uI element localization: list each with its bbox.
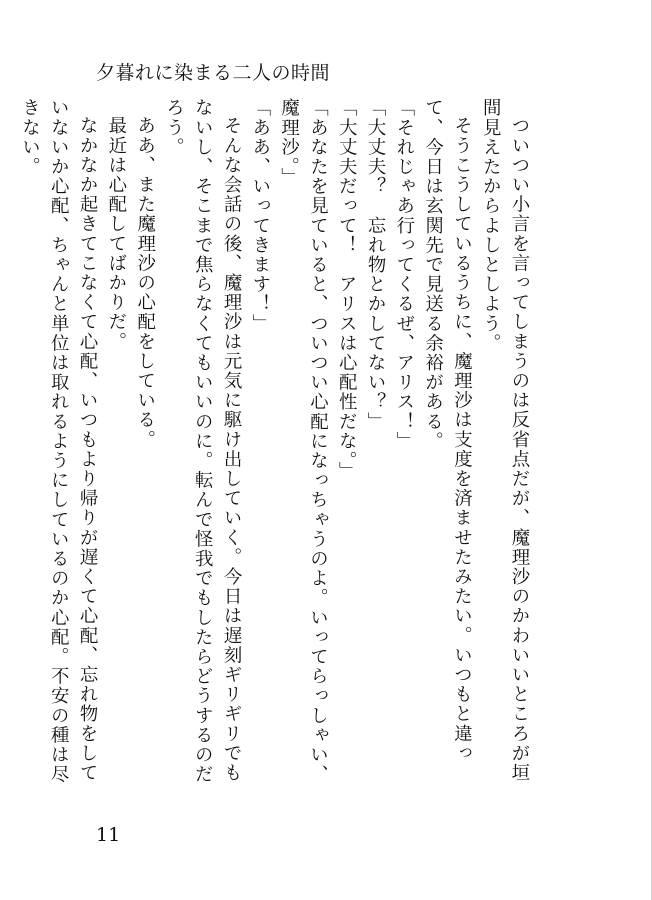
page-number: 11 [96, 824, 121, 846]
dialogue-1: 「それじゃあ行ってくるぜ、アリス！」 [393, 98, 415, 451]
paragraph-4: ああ、また魔理沙の心配をしている。 [134, 116, 156, 450]
body-text [19, 98, 533, 798]
paragraph-6: なかなか起きてこなくて心配、いつもより帰りが遅くて心配、忘れ物をしていないか心配、ちゃんと単位は取れるようにしているのか心配。不安の種は尽きない。 [19, 98, 99, 784]
paragraph-1: ついつい小言を言ってしまうのは反省点だが、魔理沙のかわいいところが垣間見えたからよしとしよう。 [480, 98, 530, 783]
dialogue-3: 「大丈夫だって！ アリスは心配性だな。」 [336, 98, 358, 481]
running-head: 夕暮れに染まる二人の時間 [96, 62, 331, 84]
dialogue-5: 「ああ、いってきます！」 [249, 98, 271, 334]
dialogue-2: 「大丈夫？ 忘れ物とかしてない？」 [365, 98, 387, 432]
dialogue-4: 「あなたを見ていると、ついつい心配になっちゃうのよ。いってらっしゃい、魔理沙。」 [278, 98, 329, 784]
paragraph-2: そうこうしているうちに、魔理沙は支度を済ませたみたい。いつもと違って、今日は玄関先で見送る余裕がある。 [422, 98, 473, 764]
paragraph-5: 最近は心配してばかりだ。 [105, 116, 127, 352]
paragraph-3: そんな会話の後、魔理沙は元気に駆け出していく。今日は遅刻ギリギリでもないし、そこまで焦らなくてもいいのに。転んで怪我でもしたらどうするのだろう。 [163, 98, 243, 784]
